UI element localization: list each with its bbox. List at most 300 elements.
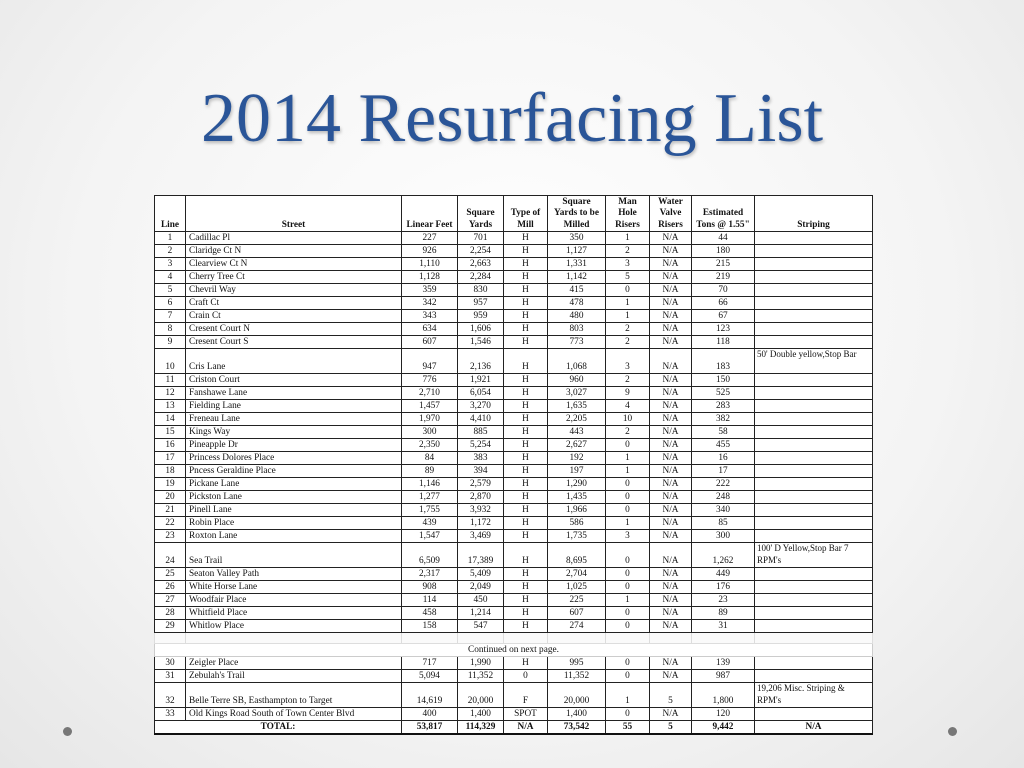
blank-row — [155, 633, 873, 644]
cell-estimated-tons: 219 — [692, 271, 755, 284]
cell-street: Fanshawe Lane — [186, 387, 402, 400]
cell-line: 8 — [155, 323, 186, 336]
cell-man-hole-risers: 2 — [606, 245, 650, 258]
cell-square-yards: 1,606 — [458, 323, 504, 336]
cell-man-hole-risers: 1 — [606, 594, 650, 607]
cell-estimated-tons: 176 — [692, 581, 755, 594]
cell-man-hole-risers: 0 — [606, 620, 650, 633]
cell-striping — [755, 374, 873, 387]
cell-estimated-tons: 222 — [692, 478, 755, 491]
cell-man-hole-risers: 0 — [606, 504, 650, 517]
cell-linear-feet: 89 — [402, 465, 458, 478]
cell-striping — [755, 581, 873, 594]
cell-square-yards-milled: 1,966 — [548, 504, 606, 517]
cell-water-valve-risers: N/A — [650, 323, 692, 336]
cell-street: Claridge Ct N — [186, 245, 402, 258]
cell-linear-feet: 776 — [402, 374, 458, 387]
cell-street: Craft Ct — [186, 297, 402, 310]
cell-square-yards: 5,254 — [458, 439, 504, 452]
cell-type-of-mill: H — [504, 594, 548, 607]
cell-square-yards: 5,409 — [458, 568, 504, 581]
cell-striping — [755, 657, 873, 670]
cell-estimated-tons: 248 — [692, 491, 755, 504]
cell-estimated-tons: 123 — [692, 323, 755, 336]
cell-linear-feet: 947 — [402, 349, 458, 374]
cell-street: Belle Terre SB, Easthampton to Target — [186, 683, 402, 708]
cell-linear-feet: 908 — [402, 581, 458, 594]
cell-square-yards-milled: 11,352 — [548, 670, 606, 683]
cell-type-of-mill: H — [504, 232, 548, 245]
cell-square-yards-milled: 1,290 — [548, 478, 606, 491]
cell-street: Cresent Court N — [186, 323, 402, 336]
cell-man-hole-risers: 0 — [606, 708, 650, 721]
cell-water-valve-risers: N/A — [650, 336, 692, 349]
cell-striping: 50' Double yellow,Stop Bar — [755, 349, 873, 374]
cell-striping — [755, 284, 873, 297]
cell-water-valve-risers: N/A — [650, 426, 692, 439]
cell-linear-feet: 6,509 — [402, 543, 458, 568]
cell-linear-feet: 2,710 — [402, 387, 458, 400]
total-linear-feet: 53,817 — [402, 721, 458, 735]
cell-line: 10 — [155, 349, 186, 374]
cell-man-hole-risers: 1 — [606, 517, 650, 530]
table-row — [155, 271, 873, 284]
cell-estimated-tons: 180 — [692, 245, 755, 258]
cell-type-of-mill: H — [504, 297, 548, 310]
cell-line: 6 — [155, 297, 186, 310]
table-total — [155, 721, 873, 735]
cell-linear-feet: 458 — [402, 607, 458, 620]
cell-water-valve-risers: N/A — [650, 657, 692, 670]
table-row — [155, 439, 873, 452]
cell-striping — [755, 271, 873, 284]
cell-estimated-tons: 1,262 — [692, 543, 755, 568]
cell-line: 19 — [155, 478, 186, 491]
cell-square-yards-milled: 1,635 — [548, 400, 606, 413]
cell-square-yards: 6,054 — [458, 387, 504, 400]
cell-estimated-tons: 183 — [692, 349, 755, 374]
cell-striping — [755, 491, 873, 504]
cell-street: Fielding Lane — [186, 400, 402, 413]
cell-striping: 100' D Yellow,Stop Bar 7 RPM's — [755, 543, 873, 568]
cell-estimated-tons: 17 — [692, 465, 755, 478]
cell-water-valve-risers: N/A — [650, 297, 692, 310]
cell-street: White Horse Lane — [186, 581, 402, 594]
cell-man-hole-risers: 1 — [606, 465, 650, 478]
cell-street: Cherry Tree Ct — [186, 271, 402, 284]
cell-street: Zebulah's Trail — [186, 670, 402, 683]
cell-square-yards: 957 — [458, 297, 504, 310]
cell-square-yards: 3,270 — [458, 400, 504, 413]
cell-square-yards-milled: 2,205 — [548, 413, 606, 426]
cell-square-yards: 17,389 — [458, 543, 504, 568]
cell-street: Cris Lane — [186, 349, 402, 374]
cell-water-valve-risers: 5 — [650, 683, 692, 708]
cell-street: Chevril Way — [186, 284, 402, 297]
cell-line: 5 — [155, 284, 186, 297]
cell-estimated-tons: 89 — [692, 607, 755, 620]
cell-estimated-tons: 449 — [692, 568, 755, 581]
cell-striping — [755, 336, 873, 349]
cell-water-valve-risers: N/A — [650, 258, 692, 271]
header-street: Street — [186, 196, 402, 232]
cell-striping — [755, 708, 873, 721]
cell-line: 24 — [155, 543, 186, 568]
header-striping: Striping — [755, 196, 873, 232]
cell-water-valve-risers: N/A — [650, 271, 692, 284]
cell-line: 18 — [155, 465, 186, 478]
cell-square-yards: 3,932 — [458, 504, 504, 517]
cell-square-yards-milled: 773 — [548, 336, 606, 349]
cell-man-hole-risers: 0 — [606, 657, 650, 670]
table-row — [155, 530, 873, 543]
cell-type-of-mill: F — [504, 683, 548, 708]
cell-linear-feet: 2,317 — [402, 568, 458, 581]
cell-type-of-mill: H — [504, 568, 548, 581]
total-striping: N/A — [755, 721, 873, 735]
cell-street: Pncess Geraldine Place — [186, 465, 402, 478]
cell-type-of-mill: H — [504, 491, 548, 504]
cell-type-of-mill: H — [504, 581, 548, 594]
cell-linear-feet: 84 — [402, 452, 458, 465]
cell-street: Sea Trail — [186, 543, 402, 568]
table-row — [155, 670, 873, 683]
cell-estimated-tons: 987 — [692, 670, 755, 683]
table-row — [155, 374, 873, 387]
cell-linear-feet: 607 — [402, 336, 458, 349]
cell-square-yards-milled: 1,142 — [548, 271, 606, 284]
table-row — [155, 657, 873, 670]
cell-striping — [755, 439, 873, 452]
cell-square-yards-milled: 1,025 — [548, 581, 606, 594]
cell-estimated-tons: 70 — [692, 284, 755, 297]
cell-man-hole-risers: 2 — [606, 336, 650, 349]
cell-street: Whitlow Place — [186, 620, 402, 633]
cell-square-yards: 20,000 — [458, 683, 504, 708]
cell-street: Seaton Valley Path — [186, 568, 402, 581]
cell-water-valve-risers: N/A — [650, 543, 692, 568]
total-man-hole-risers: 55 — [606, 721, 650, 735]
table-row — [155, 349, 873, 374]
cell-water-valve-risers: N/A — [650, 708, 692, 721]
cell-type-of-mill: 0 — [504, 670, 548, 683]
cell-type-of-mill: H — [504, 310, 548, 323]
cell-line: 13 — [155, 400, 186, 413]
table-row — [155, 478, 873, 491]
cell-type-of-mill: H — [504, 258, 548, 271]
cell-linear-feet: 300 — [402, 426, 458, 439]
cell-striping — [755, 530, 873, 543]
cell-striping — [755, 517, 873, 530]
cell-square-yards: 450 — [458, 594, 504, 607]
cell-man-hole-risers: 0 — [606, 581, 650, 594]
cell-linear-feet: 158 — [402, 620, 458, 633]
cell-type-of-mill: H — [504, 271, 548, 284]
cell-striping — [755, 387, 873, 400]
header-type-of-mill: Type of Mill — [504, 196, 548, 232]
table-row — [155, 683, 873, 708]
cell-striping — [755, 465, 873, 478]
cell-square-yards-milled: 960 — [548, 374, 606, 387]
cell-striping — [755, 478, 873, 491]
cell-square-yards-milled: 2,627 — [548, 439, 606, 452]
cell-man-hole-risers: 0 — [606, 607, 650, 620]
cell-linear-feet: 1,146 — [402, 478, 458, 491]
cell-street: Cresent Court S — [186, 336, 402, 349]
cell-striping — [755, 232, 873, 245]
cell-type-of-mill: H — [504, 465, 548, 478]
cell-line: 15 — [155, 426, 186, 439]
cell-type-of-mill: H — [504, 426, 548, 439]
cell-line: 9 — [155, 336, 186, 349]
cell-square-yards-milled: 415 — [548, 284, 606, 297]
cell-type-of-mill: H — [504, 517, 548, 530]
table-body-page-2 — [155, 657, 873, 721]
cell-man-hole-risers: 0 — [606, 478, 650, 491]
cell-street: Cadillac Pl — [186, 232, 402, 245]
cell-striping — [755, 607, 873, 620]
table-row — [155, 232, 873, 245]
cell-striping — [755, 400, 873, 413]
cell-line: 32 — [155, 683, 186, 708]
cell-man-hole-risers: 9 — [606, 387, 650, 400]
table-row — [155, 517, 873, 530]
table-row — [155, 452, 873, 465]
resurfacing-table — [154, 195, 873, 735]
cell-square-yards: 1,172 — [458, 517, 504, 530]
cell-man-hole-risers: 0 — [606, 670, 650, 683]
cell-square-yards: 2,284 — [458, 271, 504, 284]
cell-square-yards-milled: 1,127 — [548, 245, 606, 258]
table-row — [155, 323, 873, 336]
cell-estimated-tons: 340 — [692, 504, 755, 517]
header-line: Line — [155, 196, 186, 232]
cell-man-hole-risers: 3 — [606, 530, 650, 543]
total-water-valve-risers: 5 — [650, 721, 692, 735]
cell-street: Pinell Lane — [186, 504, 402, 517]
cell-street: Woodfair Place — [186, 594, 402, 607]
cell-estimated-tons: 382 — [692, 413, 755, 426]
cell-linear-feet: 2,350 — [402, 439, 458, 452]
cell-square-yards: 885 — [458, 426, 504, 439]
table-row — [155, 504, 873, 517]
cell-square-yards-milled: 443 — [548, 426, 606, 439]
table-row — [155, 708, 873, 721]
cell-man-hole-risers: 2 — [606, 323, 650, 336]
cell-square-yards-milled: 192 — [548, 452, 606, 465]
cell-water-valve-risers: N/A — [650, 517, 692, 530]
cell-line: 29 — [155, 620, 186, 633]
header-square-yards-milled: Square Yards to be Milled — [548, 196, 606, 232]
cell-linear-feet: 343 — [402, 310, 458, 323]
cell-type-of-mill: H — [504, 452, 548, 465]
cell-square-yards: 1,546 — [458, 336, 504, 349]
cell-man-hole-risers: 0 — [606, 568, 650, 581]
cell-linear-feet: 1,755 — [402, 504, 458, 517]
cell-type-of-mill: H — [504, 543, 548, 568]
continued-note: Continued on next page. — [155, 644, 873, 657]
cell-linear-feet: 717 — [402, 657, 458, 670]
cell-square-yards: 2,579 — [458, 478, 504, 491]
cell-square-yards-milled: 1,400 — [548, 708, 606, 721]
table-row — [155, 491, 873, 504]
table-row — [155, 607, 873, 620]
cell-square-yards: 959 — [458, 310, 504, 323]
cell-square-yards-milled: 480 — [548, 310, 606, 323]
cell-man-hole-risers: 1 — [606, 452, 650, 465]
cell-street: Pickston Lane — [186, 491, 402, 504]
cell-street: Whitfield Place — [186, 607, 402, 620]
cell-square-yards: 1,400 — [458, 708, 504, 721]
cell-striping — [755, 452, 873, 465]
cell-square-yards-milled: 478 — [548, 297, 606, 310]
cell-type-of-mill: H — [504, 387, 548, 400]
cell-striping — [755, 670, 873, 683]
cell-water-valve-risers: N/A — [650, 581, 692, 594]
cell-type-of-mill: SPOT — [504, 708, 548, 721]
cell-type-of-mill: H — [504, 607, 548, 620]
cell-water-valve-risers: N/A — [650, 349, 692, 374]
prev-slide-dot-icon[interactable] — [63, 727, 72, 736]
cell-linear-feet: 114 — [402, 594, 458, 607]
cell-line: 26 — [155, 581, 186, 594]
cell-square-yards: 547 — [458, 620, 504, 633]
cell-estimated-tons: 44 — [692, 232, 755, 245]
cell-line: 12 — [155, 387, 186, 400]
table-row — [155, 543, 873, 568]
next-slide-dot-icon[interactable] — [948, 727, 957, 736]
cell-linear-feet: 359 — [402, 284, 458, 297]
cell-line: 28 — [155, 607, 186, 620]
cell-line: 16 — [155, 439, 186, 452]
cell-street: Kings Way — [186, 426, 402, 439]
cell-square-yards-milled: 1,331 — [548, 258, 606, 271]
resurfacing-table-container — [154, 195, 872, 735]
total-square-yards-milled: 73,542 — [548, 721, 606, 735]
cell-water-valve-risers: N/A — [650, 594, 692, 607]
cell-type-of-mill: H — [504, 478, 548, 491]
cell-square-yards-milled: 350 — [548, 232, 606, 245]
cell-street: Zeigler Place — [186, 657, 402, 670]
cell-line: 21 — [155, 504, 186, 517]
cell-line: 11 — [155, 374, 186, 387]
cell-striping — [755, 594, 873, 607]
cell-water-valve-risers: N/A — [650, 439, 692, 452]
cell-estimated-tons: 66 — [692, 297, 755, 310]
cell-man-hole-risers: 1 — [606, 683, 650, 708]
cell-linear-feet: 227 — [402, 232, 458, 245]
header-estimated-tons: Estimated Tons @ 1.55" — [692, 196, 755, 232]
cell-square-yards: 2,049 — [458, 581, 504, 594]
cell-type-of-mill: H — [504, 400, 548, 413]
cell-water-valve-risers: N/A — [650, 310, 692, 323]
cell-water-valve-risers: N/A — [650, 245, 692, 258]
cell-water-valve-risers: N/A — [650, 607, 692, 620]
cell-street: Old Kings Road South of Town Center Blvd — [186, 708, 402, 721]
cell-square-yards: 2,663 — [458, 258, 504, 271]
cell-type-of-mill: H — [504, 504, 548, 517]
cell-man-hole-risers: 3 — [606, 349, 650, 374]
cell-type-of-mill: H — [504, 530, 548, 543]
table-row — [155, 297, 873, 310]
cell-line: 4 — [155, 271, 186, 284]
cell-line: 23 — [155, 530, 186, 543]
cell-man-hole-risers: 1 — [606, 232, 650, 245]
table-row — [155, 400, 873, 413]
cell-line: 31 — [155, 670, 186, 683]
cell-type-of-mill: H — [504, 349, 548, 374]
cell-line: 33 — [155, 708, 186, 721]
cell-square-yards-milled: 20,000 — [548, 683, 606, 708]
cell-type-of-mill: H — [504, 620, 548, 633]
cell-linear-feet: 400 — [402, 708, 458, 721]
cell-street: Clearview Ct N — [186, 258, 402, 271]
cell-line: 3 — [155, 258, 186, 271]
cell-square-yards: 383 — [458, 452, 504, 465]
cell-man-hole-risers: 2 — [606, 374, 650, 387]
cell-square-yards-milled: 803 — [548, 323, 606, 336]
cell-line: 22 — [155, 517, 186, 530]
cell-square-yards-milled: 995 — [548, 657, 606, 670]
cell-water-valve-risers: N/A — [650, 387, 692, 400]
cell-estimated-tons: 525 — [692, 387, 755, 400]
cell-line: 20 — [155, 491, 186, 504]
cell-water-valve-risers: N/A — [650, 530, 692, 543]
cell-type-of-mill: H — [504, 245, 548, 258]
cell-man-hole-risers: 0 — [606, 284, 650, 297]
table-row — [155, 310, 873, 323]
cell-estimated-tons: 85 — [692, 517, 755, 530]
cell-square-yards: 11,352 — [458, 670, 504, 683]
cell-man-hole-risers: 0 — [606, 491, 650, 504]
header-square-yards: Square Yards — [458, 196, 504, 232]
cell-estimated-tons: 67 — [692, 310, 755, 323]
cell-street: Crain Ct — [186, 310, 402, 323]
cell-square-yards-milled: 8,695 — [548, 543, 606, 568]
table-row — [155, 620, 873, 633]
cell-linear-feet: 342 — [402, 297, 458, 310]
cell-square-yards: 2,136 — [458, 349, 504, 374]
cell-striping: 19,206 Misc. Striping & RPM's — [755, 683, 873, 708]
cell-line: 27 — [155, 594, 186, 607]
cell-square-yards-milled: 2,704 — [548, 568, 606, 581]
cell-water-valve-risers: N/A — [650, 568, 692, 581]
cell-man-hole-risers: 3 — [606, 258, 650, 271]
cell-square-yards-milled: 1,435 — [548, 491, 606, 504]
cell-striping — [755, 504, 873, 517]
cell-man-hole-risers: 0 — [606, 543, 650, 568]
cell-man-hole-risers: 4 — [606, 400, 650, 413]
header-man-hole-risers: Man Hole Risers — [606, 196, 650, 232]
cell-type-of-mill: H — [504, 374, 548, 387]
cell-linear-feet: 1,110 — [402, 258, 458, 271]
cell-linear-feet: 634 — [402, 323, 458, 336]
cell-estimated-tons: 118 — [692, 336, 755, 349]
table-continuation — [155, 633, 873, 657]
cell-square-yards: 4,410 — [458, 413, 504, 426]
cell-estimated-tons: 1,800 — [692, 683, 755, 708]
cell-striping — [755, 297, 873, 310]
cell-square-yards-milled: 1,068 — [548, 349, 606, 374]
cell-square-yards: 1,214 — [458, 607, 504, 620]
cell-estimated-tons: 23 — [692, 594, 755, 607]
table-row — [155, 258, 873, 271]
cell-street: Pickane Lane — [186, 478, 402, 491]
cell-linear-feet: 14,619 — [402, 683, 458, 708]
table-row — [155, 465, 873, 478]
cell-water-valve-risers: N/A — [650, 374, 692, 387]
cell-water-valve-risers: N/A — [650, 284, 692, 297]
